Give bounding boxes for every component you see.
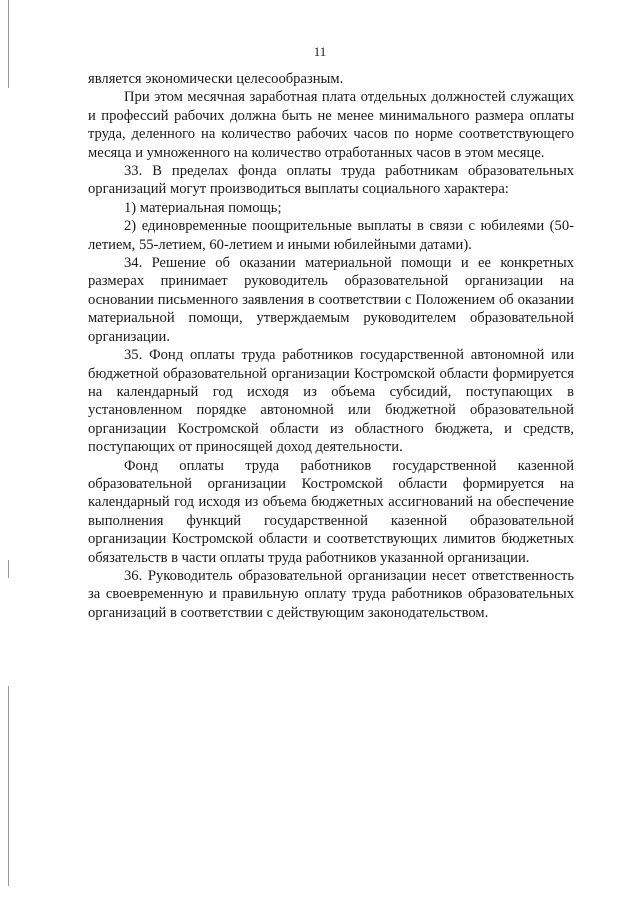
paragraph: 34. Решение об оказании материальной помощи и ее конкретных размерах принимает руководитель образовательной организации на основании письменного заявления в соответствии с Положением об оказании материальной помощи, утверждаемым руководителем образовательной организации. bbox=[88, 255, 574, 345]
document-body bbox=[88, 70, 574, 622]
paragraph: При этом месячная заработная плата отдельных должностей служащих и профессий рабочих должна быть не менее минимального размера оплаты труда, деленного на количество рабочих часов по норме соответствующего месяца и умноженного на количество отработанных часов в этом месяце. bbox=[88, 89, 574, 161]
list-item: 2) единовременные поощрительные выплаты в связи с юбилеями (50-летием, 55-летием, 60-летием и иными юбилейными датами). bbox=[88, 218, 574, 253]
scan-margin-line bbox=[8, 560, 9, 578]
paragraph: 36. Руководитель образовательной организации несет ответственность за своевременную и правильную оплату труда работников образовательных организаций в соответствии с действующим законодательством. bbox=[88, 567, 574, 621]
paragraph: является экономически целесообразным. bbox=[88, 71, 344, 87]
paragraph: 33. В пределах фонда оплаты труда работникам образовательных организаций могут производиться выплаты социального характера: bbox=[88, 163, 574, 198]
scan-margin-line bbox=[8, 686, 9, 886]
page-number: 11 bbox=[313, 44, 327, 59]
paragraph: Фонд оплаты труда работников государственной казенной образовательной организации Костромской области формируется на календарный год исходя из объема бюджетных ассигнований на обеспечение выполнения функций государственной казенной образовательной организации Костромской области и соответствующих лимитов бюджетных обязательств в части оплаты труда работников указанной организации. bbox=[88, 457, 574, 566]
list-item: 1) материальная помощь; bbox=[124, 199, 282, 216]
paragraph: 35. Фонд оплаты труда работников государственной автономной или бюджетной образовательной организации Костромской области формируется на календарный год исходя из объема субсидий, поступающих в установленном порядке автономной или бюджетной образовательной организации Костромской области из областного бюджета, и средств, поступающих от приносящей доход деятельности. bbox=[88, 347, 574, 456]
